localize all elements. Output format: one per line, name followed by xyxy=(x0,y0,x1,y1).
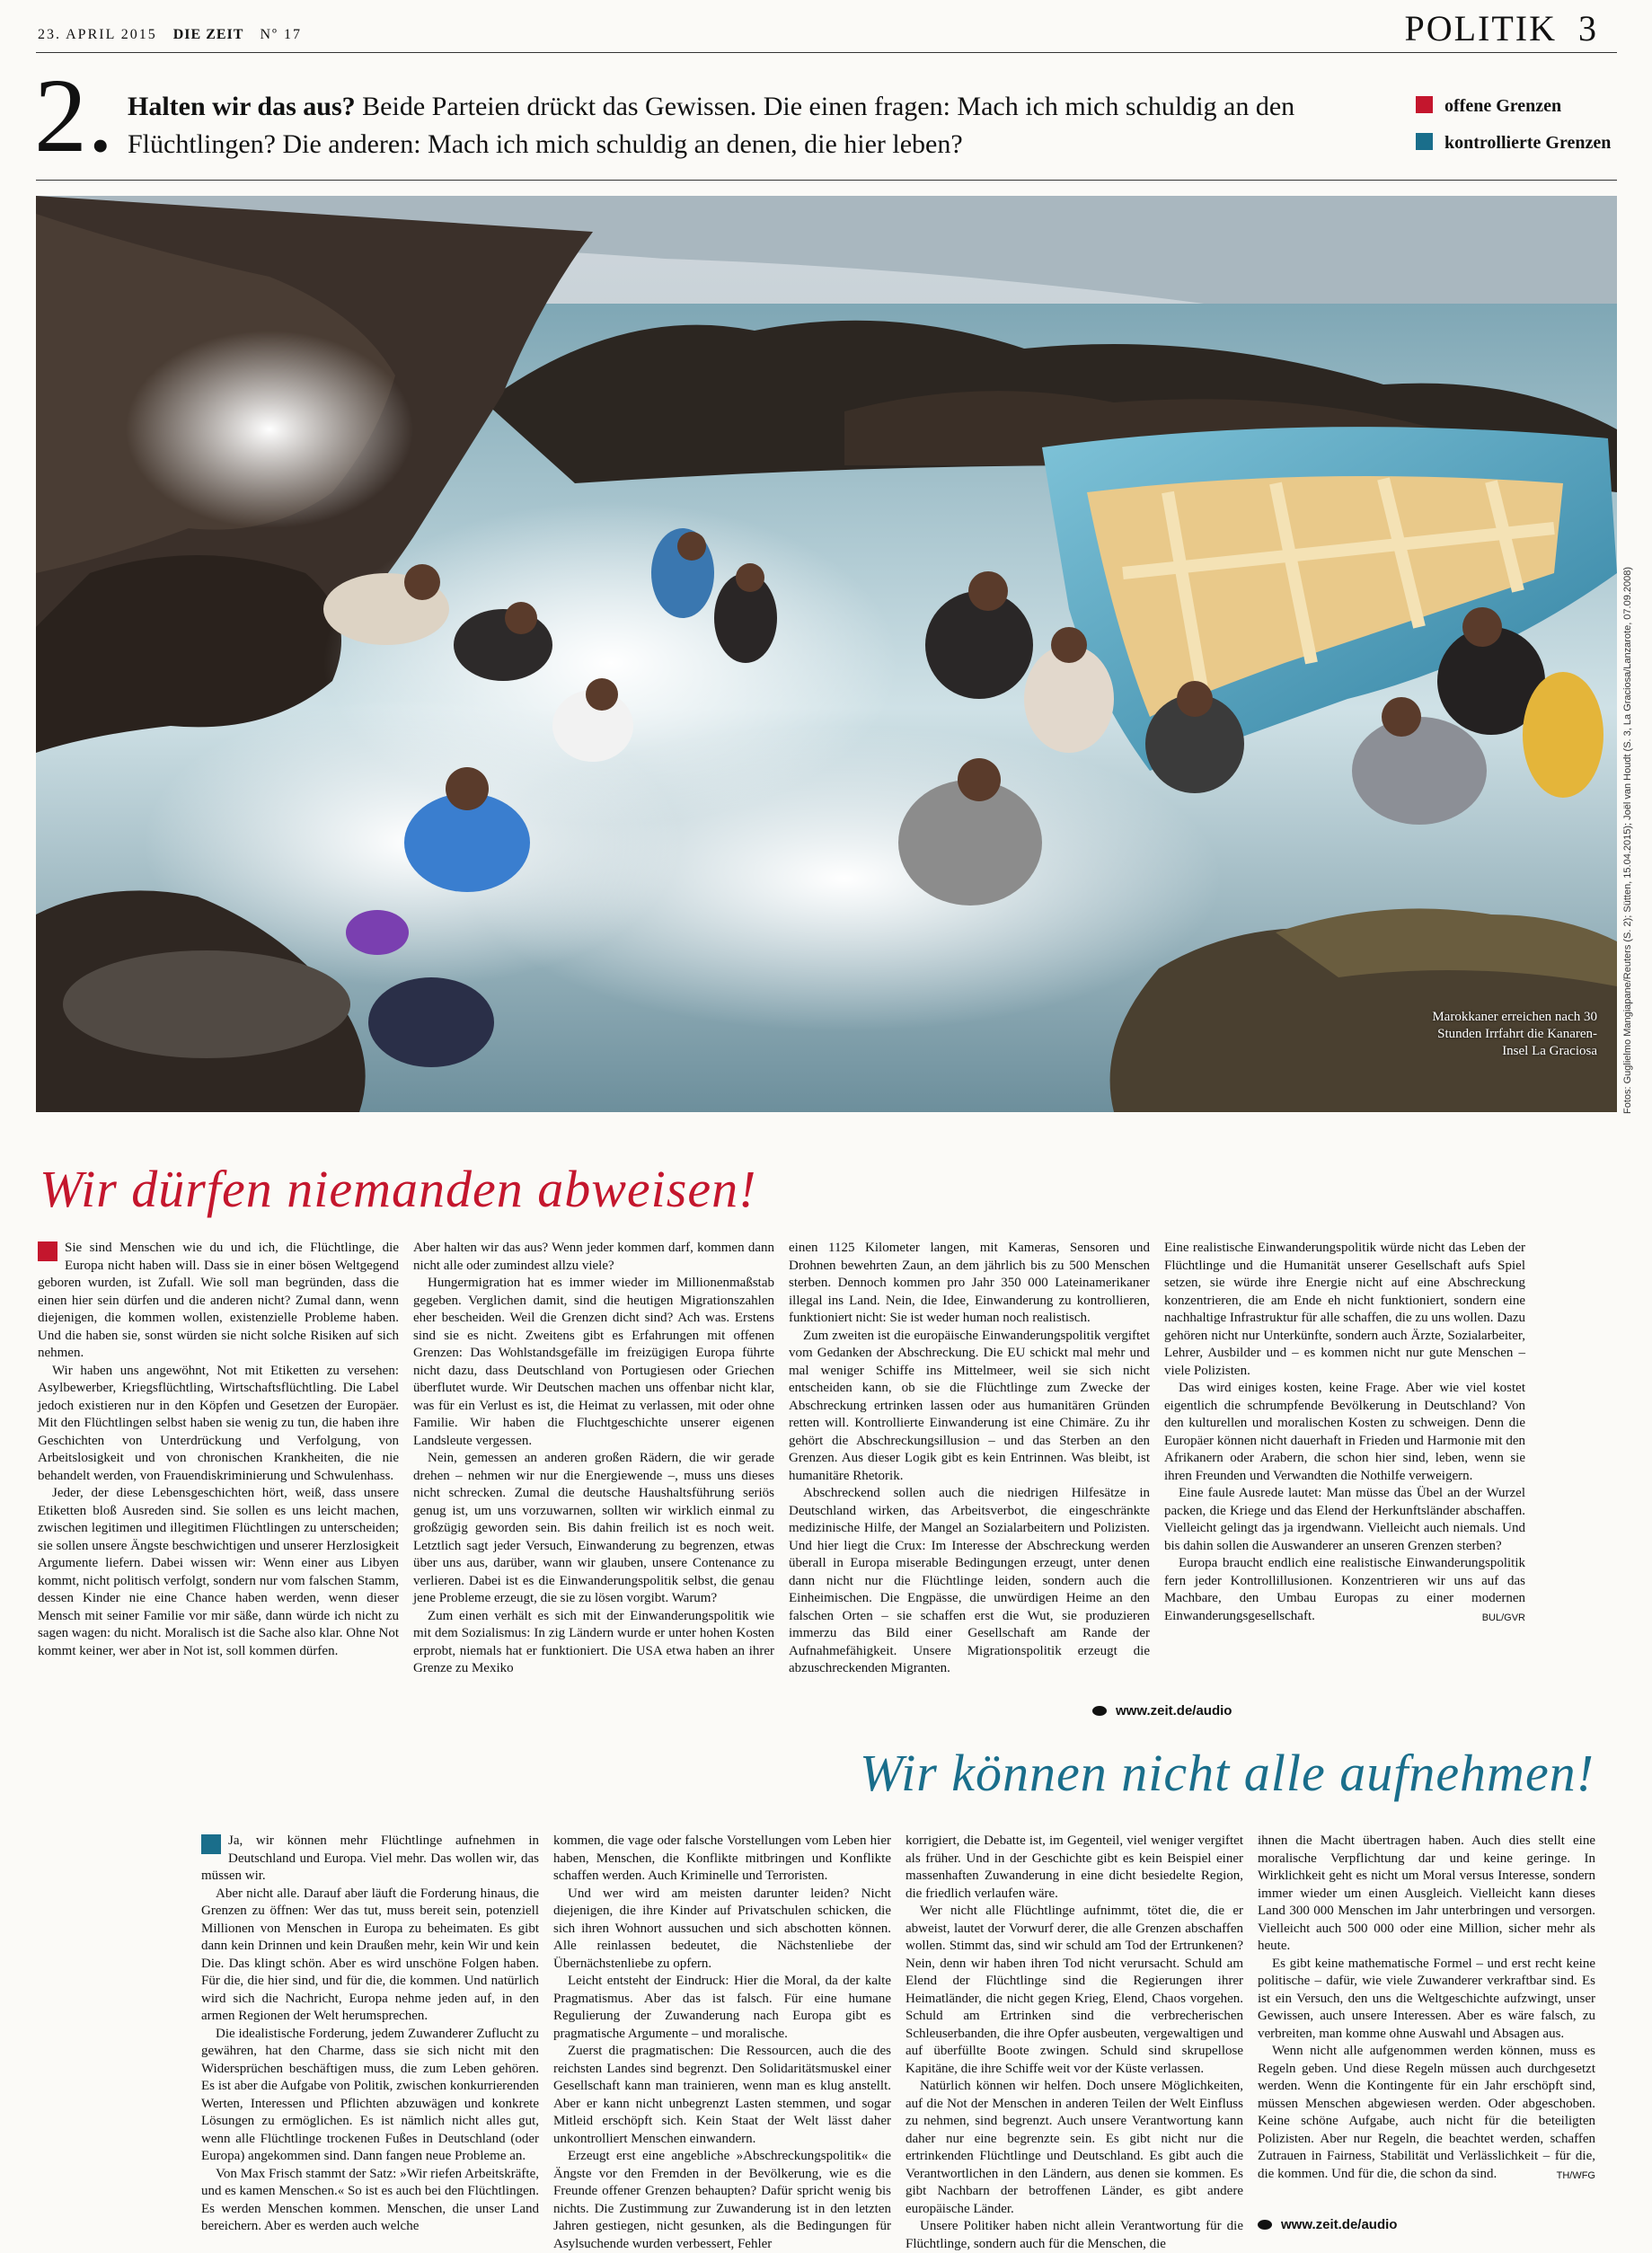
article1-paragraph: Eine faule Ausrede lautet: Man müsse das Übel an der Wurzel packen, die Kriege und das Elend der Herkunftsländer abschaffen. Vielleicht gelingt das ja irgendwann. Vielleicht auch niemals. Und bis dahin sollen die Auswanderer an unseren Grenzen sterben? xyxy=(1164,1486,1525,1553)
article1-paragraph: Zum zweiten ist die europäische Einwanderungspolitik vergiftet vom Gedanken der Abschreckung. Die EU schickt mal mehr und mal weniger Schiffe ins Mittelmeer, weil sie sich nicht entscheiden kann, ob sie die Flüchtlinge zum Zwecke der Abschreckung ertrinken lassen oder aus humanitären Gründen retten will. Kontrollierte Einwanderung ist eine Chimäre. Zu ihr gehört die Abschreckungsillusion – und das Sterben an den Grenzen. Aus dieser Logik gibt es kein Entrinnen. Was bleibt, ist humanitäre Rhetorik. xyxy=(789,1328,1150,1483)
article1-paragraph: Abschreckend sollen auch die niedrigen Hilfesätze in Deutschland wirken, das Arbeitsverbot, die eingeschränkte medizinische Hilfe, der Mangel an Sozialarbeitern und Polizisten. Und hier liegt die Crux: Im Interesse der Abschreckung werden überall in Europa miserable Bedingungen erzeugt, unter denen dann nicht nur die Flüchtlinge leiden, sondern auch die Einheimischen. Die Engpässe, die unwürdigen Heime an den falschen Orten – sie schaffen erst die Wut, sie produzieren immerzu das Bild einer Gesellschaft am Rande der Aufnahmefähigkeit. Unsere Migrationspolitik erzeugt die abzuschreckenden Migranten. xyxy=(789,1486,1150,1675)
article1-initial-square xyxy=(38,1241,57,1261)
article2-paragraph: Leicht entsteht der Eindruck: Hier die Moral, da der kalte Pragmatismus. Aber das ist falsch. Für eine humane Regulierung der Zuwanderung nach Europa gibt es pragmatische Argumente – und moralische. xyxy=(553,1974,891,2041)
section-header xyxy=(1404,7,1598,49)
article1-paragraph: Jeder, der diese Lebensgeschichten hört, weiß, dass unsere Etiketten bloß Ausreden sind. Sie sollen es uns leicht machen, zwischen legitimen und illegitimen Flüchtlingen zu unterscheiden; sie sollen unsere Ängste beschwichtigen und unserer Herzlosigkeit Argumente liefern. Dabei wissen wir: Wenn einer aus Libyen kommt, nicht politisch verfolgt, sondern nur vom falschen Stamm, dessen Kinder nie eine Chance haben werden, wenn dieser Mensch mit seiner Familie vor mir säße, dann würde ich nicht zu sagen wagen: du nicht. Moralisch ist die Sache also klar. Ohne Not kommt keiner, wer aber in Not ist, soll kommen dürfen. xyxy=(38,1486,399,1658)
article2-headline: Wir können nicht alle aufnehmen! xyxy=(859,1744,1595,1802)
news-photo xyxy=(36,196,1617,1112)
article1-paragraph xyxy=(38,1240,399,1363)
article1-text: Europa braucht endlich eine realistische Einwanderungspolitik fern jeder Kontrollillusionen. Konzentrieren wir uns auf das Machbare, den Umbau Europas zu einer modernen Einwanderungsgesellschaft. xyxy=(1164,1556,1525,1623)
article2-paragraph: kommen, die vage oder falsche Vorstellungen vom Leben hier haben, Menschen, die Konflikte mitbringen und Konflikte schaffen werden. Auch Kriminelle und Terroristen. xyxy=(553,1833,891,1883)
page-number: 3 xyxy=(1578,8,1598,49)
article2-paragraph: korrigiert, die Debatte ist, im Gegenteil, viel weniger vergiftet als früher. Und in der Geschichte gibt es kein Beispiel einer massenhaften Zuwanderung in eine dicht besiedelte Region, die friedlich verlaufen wäre. xyxy=(906,1833,1243,1901)
article1-paragraph: Aber halten wir das aus? Wenn jeder kommen darf, kommen dann nicht alle oder zumindest allzu viele? xyxy=(413,1241,774,1273)
article2-column-1 xyxy=(201,1833,539,2241)
article1-paragraph: einen 1125 Kilometer langen, mit Kameras, Sensoren und Drohnen bewehrten Zaun, an dem jährlich bis zu 500 Menschen sterben. Dennoch kommen pro Jahr 350 000 Lateinamerikaner illegal ins Land. Nein, die Idee, Einwanderung zu kontrollieren, funktioniert nicht: Sie ist weder human noch realistisch. xyxy=(789,1241,1150,1325)
article1-text: Sie sind Menschen wie du und ich, die Flüchtlinge, die Europa nicht haben will. Dass sie in einer bösen Weltgegend geboren wurden, ist Zufall. Wie soll man begründen, dass die einen hier sein dürfen und die anderen nicht? Zumal dann, wenn diejenigen, die kommen wollen, existenzielle Probleme haben. Und die haben sie, sonst würden sie nicht solche Risiken auf sich nehmen. xyxy=(38,1241,399,1360)
topic-lead-bold: Halten wir das aus? xyxy=(128,92,356,121)
article1-column-4 xyxy=(1164,1240,1525,1698)
article1-column-2 xyxy=(413,1240,774,1698)
legend-swatch-blue xyxy=(1416,133,1433,150)
photo-credit: Fotos: Guglielmo Mangiapane/Reuters (S. 2); Sütten, 15.04.2015); Joël van Houdt (S. 3, La Graciosa/Lanzarote, 07.09.2008) xyxy=(1622,566,1633,1114)
article1-paragraph: Hungermigration hat es immer wieder im Millionenmaßstab gegeben. Verglichen damit, sind die heutigen Migrationszahlen eher bescheiden. Weil die Grenzen dicht sind? Ach was. Erstens sind sie es nicht. Zweitens gibt es Erfahrungen mit offenen Grenzen: Das Wohlstandsgefälle im freizügigen Europa führte nicht dazu, dass Deutschland von Portugiesen oder Griechen überflutet wurde. Wir Deutschen machen uns offenbar nicht klar, was für ein Verlust es ist, die Heimat zu verlassen, mit oder ohne Familie. Wir haben die Fluchtgeschichte unserer eigenen Landsleute vergessen. xyxy=(413,1276,774,1448)
article2-paragraph: Unsere Politiker haben nicht allein Verantwortung für die Flüchtlinge, sondern auch für die Menschen, die xyxy=(906,2219,1243,2251)
issue-date: 23. APRIL 2015 xyxy=(38,27,157,42)
section-name: POLITIK xyxy=(1404,8,1557,49)
article1-audio-url: www.zeit.de/audio xyxy=(1116,1703,1232,1718)
legend-label-open: offene Grenzen xyxy=(1444,96,1562,116)
article2-paragraph xyxy=(1258,2043,1595,2183)
article2-paragraph: ihnen die Macht übertragen haben. Auch dies stellt eine moralische Verpflichtung dar und keine geringe. In Wirklichkeit geht es nicht um Moral versus Interesse, sondern immer wieder um einen Ausgleich. Vielleicht kann dieses Land 300 000 Menschen im Jahr unterbringen und versorgen. Vielleicht auch 500 000 oder eine Million, sicher mehr als heute. xyxy=(1258,1833,1595,1953)
topic-rule xyxy=(36,180,1617,181)
legend-swatch-red xyxy=(1416,96,1433,113)
article2-audio-url: www.zeit.de/audio xyxy=(1281,2217,1398,2232)
article2-signature: TH/WFG xyxy=(1556,2169,1595,2181)
speech-bubble-icon xyxy=(1092,1706,1107,1716)
article2-paragraph: Zuerst die pragmatischen: Die Ressourcen, auch die des reichsten Landes sind begrenzt. Den Solidaritätsmuskel einer Gesellschaft kann man trainieren, wenn man es klug anstellt. Aber er kann nicht unbegrenzt Lasten stemmen, und sogar Mitleid erschöpft sich. Kein Staat der Welt lässt daher unkontrolliert Menschen einwandern. xyxy=(553,2044,891,2146)
article2-paragraph: Von Max Frisch stammt der Satz: »Wir riefen Arbeitskräfte, und es kamen Menschen.« So ist es auch bei den Flüchtlingen. Es werden Menschen kommen. Menschen, die unser Land bereichern. Aber es werden auch welche xyxy=(201,2166,539,2233)
migrants-landing-illustration xyxy=(36,196,1617,1112)
topic-question xyxy=(128,88,1295,163)
article2-paragraph: Und wer wird am meisten darunter leiden? Nicht diejenigen, die ihre Kinder auf Privatschulen schicken, die sich ihren Wohnort aussuchen und sich abschotten können. Alle reinlassen bedeutet, die Nächstenliebe der Übernächstenliebe zu opfern. xyxy=(553,1886,891,1971)
article2-paragraph: Es gibt keine mathematische Formel – und erst recht keine politische – dafür, wie viele Zuwanderer verkraftbar sind. Es ist ein Versuch, den uns die Weltgeschichte aufzwingt, unser Gewissen, auch unsere Interessen. Aber es wäre falsch, zu verbreiten, man komme ohne Auswahl und Absagen aus. xyxy=(1258,1956,1595,2041)
article1-paragraph: Zum einen verhält es sich mit der Einwanderungspolitik wie mit dem Sozialismus: In zig Ländern wurde er unter hohen Kosten erprobt, niemals hat er funktioniert. Die USA etwa haben an ihrer Grenze zu Mexiko xyxy=(413,1608,774,1675)
article2-column-3 xyxy=(906,1833,1243,2251)
article1-paragraph xyxy=(1164,1555,1525,1625)
article2-text: Wenn nicht alle aufgenommen werden können, muss es Regeln geben. Und diese Regeln müssen auch durchgesetzt werden. Wenn die Kontingente für ein Jahr erschöpft sind, müssen Menschen abgewiesen werden. Oder abgeschoben. Keine schöne Aufgabe, auch nicht für die beteiligten Polizisten. Aber nur Regeln, die beachtet werden, schaffen Zutrauen in Fairness, Stabilität und Verlässlichkeit – für die, die kommen. Und für die, die schon da sind. xyxy=(1258,2044,1595,2181)
article1-audio-link[interactable] xyxy=(1092,1703,1232,1718)
article1-paragraph: Wir haben uns angewöhnt, Not mit Etiketten zu versehen: Asylbewerber, Kriegsflüchtling, Wirtschaftsflüchtling. Die Label jedoch existieren nur in den Köpfen und Gesetzen der Europäer. Mit den Flüchtlingen selbst haben sie wenig zu tun, die haben ihre Geschichten von Unterdrückung und Verfolgung, von Arbeitslosigkeit und von chronischen Krankheiten, die nie behandelt werden, von Frauendiskriminierung und Schwulenhass. xyxy=(38,1363,399,1483)
article1-signature: BUL/GVR xyxy=(1481,1612,1525,1623)
topic-lead-text: Beide Parteien drückt das Gewissen. Die einen fragen: Mach ich mich schuldig an den Flüchtlingen? Die anderen: Mach ich mich schuldig an denen, die hier leben? xyxy=(128,92,1295,159)
paper-name: DIE ZEIT xyxy=(172,27,244,42)
legend-open-borders xyxy=(1416,96,1561,117)
article1-column-3 xyxy=(789,1240,1150,1698)
top-rule xyxy=(36,52,1617,53)
article2-initial-square xyxy=(201,1834,221,1854)
caption-text: Marokkaner erreichen nach 30 Stunden Irrfahrt die Kanaren-Insel xyxy=(1432,1010,1597,1058)
article2-column-4 xyxy=(1258,1833,1595,2208)
speech-bubble-icon xyxy=(1258,2220,1272,2230)
legend-label-controlled: kontrollierte Grenzen xyxy=(1444,133,1612,153)
topic-number: 2. xyxy=(34,57,114,174)
article2-column-2 xyxy=(553,1833,891,2251)
photo-caption xyxy=(1427,1009,1597,1060)
article1-headline: Wir dürfen niemanden abweisen! xyxy=(40,1160,757,1218)
caption-place: La Graciosa xyxy=(1528,1044,1597,1058)
article1-column-1 xyxy=(38,1240,399,1698)
article2-paragraph: Die idealistische Forderung, jedem Zuwanderer Zuflucht zu gewähren, hat den Charme, dass sie sich nicht mit den Widersprüchen beschäftigen muss, die zum Leben gehören. Es ist aber die Aufgabe von Politik, zwischen konkurrierenden Werten, Interessen und Pflichten abzuwägen und konkrete Lösungen zu ermöglichen. Es ist nämlich nicht alles gut, wenn alle Flüchtlinge trockenen Fußes in Deutschland (oder Europa) angekommen sind. Dann fangen neue Probleme an. xyxy=(201,2026,539,2163)
masthead-meta xyxy=(38,27,302,43)
article2-audio-link[interactable] xyxy=(1258,2217,1397,2232)
article2-paragraph: Wer nicht alle Flüchtlinge aufnimmt, tötet die, die er abweist, lautet der Vorwurf derer, die alle Grenzen abschaffen wollen. Stimmt das, sind wir schuld am Tod der Ertrunkenen? Nein, denn wir haben ihren Tod nicht verursacht. Schuld am Elend der Flüchtlinge sind die Regierungen ihrer Heimatländer, die nicht gegen Krieg, Elend, Chaos vorgehen. Schuld am Ertrinken sind die verbrecherischen Schleuserbanden, die ihre Opfer ausbeuten, vergewaltigen und auf überfüllte Boote zwingen. Schuld sind skrupellose Kapitäne, die ihre Schiffe weit vor der Küste verlassen. xyxy=(906,1904,1243,2076)
article1-paragraph: Das wird einiges kosten, keine Frage. Aber wie viel kostet eigentlich die schrumpfende Bevölkerung in Deutschland? Von den kulturellen und moralischen Kosten zu schweigen. Denn die Europäer können nicht dauerhaft in Frieden und Harmonie mit den Afrikanern oder Arabern, die schon hier sind, leben, wenn sie ihren Freunden und Verwandten die Nothilfe verweigern. xyxy=(1164,1381,1525,1483)
article2-paragraph: Natürlich können wir helfen. Doch unsere Möglichkeiten, auf die Not der Menschen in anderen Teilen der Welt Einfluss zu nehmen, sind begrenzt. Auch unsere Verantwortung kann daher nur eine begrenzte sein. Es gibt nicht nur die ertrinkenden Flüchtlinge und Deutschland. Es gibt auch die Verantwortlichen in den Ländern, aus denen sie kommen. Es gibt Nachbarn der betroffenen Länder, es gibt andere europäische Länder. xyxy=(906,2079,1243,2216)
article1-paragraph: Nein, gemessen an anderen großen Rädern, die wir gerade drehen – nehmen wir nur die Energiewende –, muss uns dieses nicht schrecken. Zumal die deutsche Haushaltsführung seriös genug ist, um uns vorzuwarnen, sollten wir wirklich einmal zu großzügig geworden sein. Bis dahin freilich ist es noch weit. Letztlich sagt jeder Versuch, Einwanderung zu begrenzen, etwas über uns aus, darüber, wann wir glauben, unsere Contenance zu verlieren. Dabei ist es die Einwanderungspolitik selbst, die genau jene Probleme erzeugt, die sie zu lösen vorgibt. Warum? xyxy=(413,1451,774,1605)
article2-text: Ja, wir können mehr Flüchtlinge aufnehmen in Deutschland und Europa. Viel mehr. Das wollen wir, das müssen wir. xyxy=(201,1833,539,1883)
article2-paragraph: Erzeugt erst eine angebliche »Abschreckungspolitik« die Ängste vor den Fremden in der Bevölkerung, wie es die Freunde offener Grenzen behaupten? Dafür spricht wenig bis nichts. Die Zustimmung zur Zuwanderung ist in den letzten Jahren gestiegen, nicht gesunken, als die Bedingungen für Asylsuchende wurden verbessert, Fehler xyxy=(553,2149,891,2251)
article2-paragraph: Aber nicht alle. Darauf aber läuft die Forderung hinaus, die Grenzen zu öffnen: Wer das tut, muss bereit sein, potenziell Millionen von Menschen in Europa zu beheimaten. Es gibt dann kein Drinnen und kein Draußen mehr, kein Wir und kein Die. Das klingt schön. Aber es wird unschöne Folgen haben. Für die, die hier sind, und für die, die kommen. Und natürlich wird sich die Nachricht, Europa nehme jeden auf, in den armen Regionen der Welt herumsprechen. xyxy=(201,1886,539,2023)
article1-paragraph: Eine realistische Einwanderungspolitik würde nicht das Leben der Flüchtlinge und die Humanität unserer Gesellschaft aufs Spiel setzen, sie würde ihre Energie nicht auf eine Abschreckung konzentrieren, die am Ende eh nicht funktioniert, sondern eine nachhaltige Infrastruktur für alle schaffen, die zu uns wollen. Dazu gehören nicht nur Unterkünfte, sondern auch Ärzte, Sozialarbeiter, Lehrer, Ausbilder und – es kommen nicht nur gute Menschen – viele Polizisten. xyxy=(1164,1241,1525,1378)
issue-number: Nº 17 xyxy=(260,27,302,42)
article2-paragraph xyxy=(201,1833,539,1886)
legend-controlled-borders xyxy=(1416,133,1611,154)
